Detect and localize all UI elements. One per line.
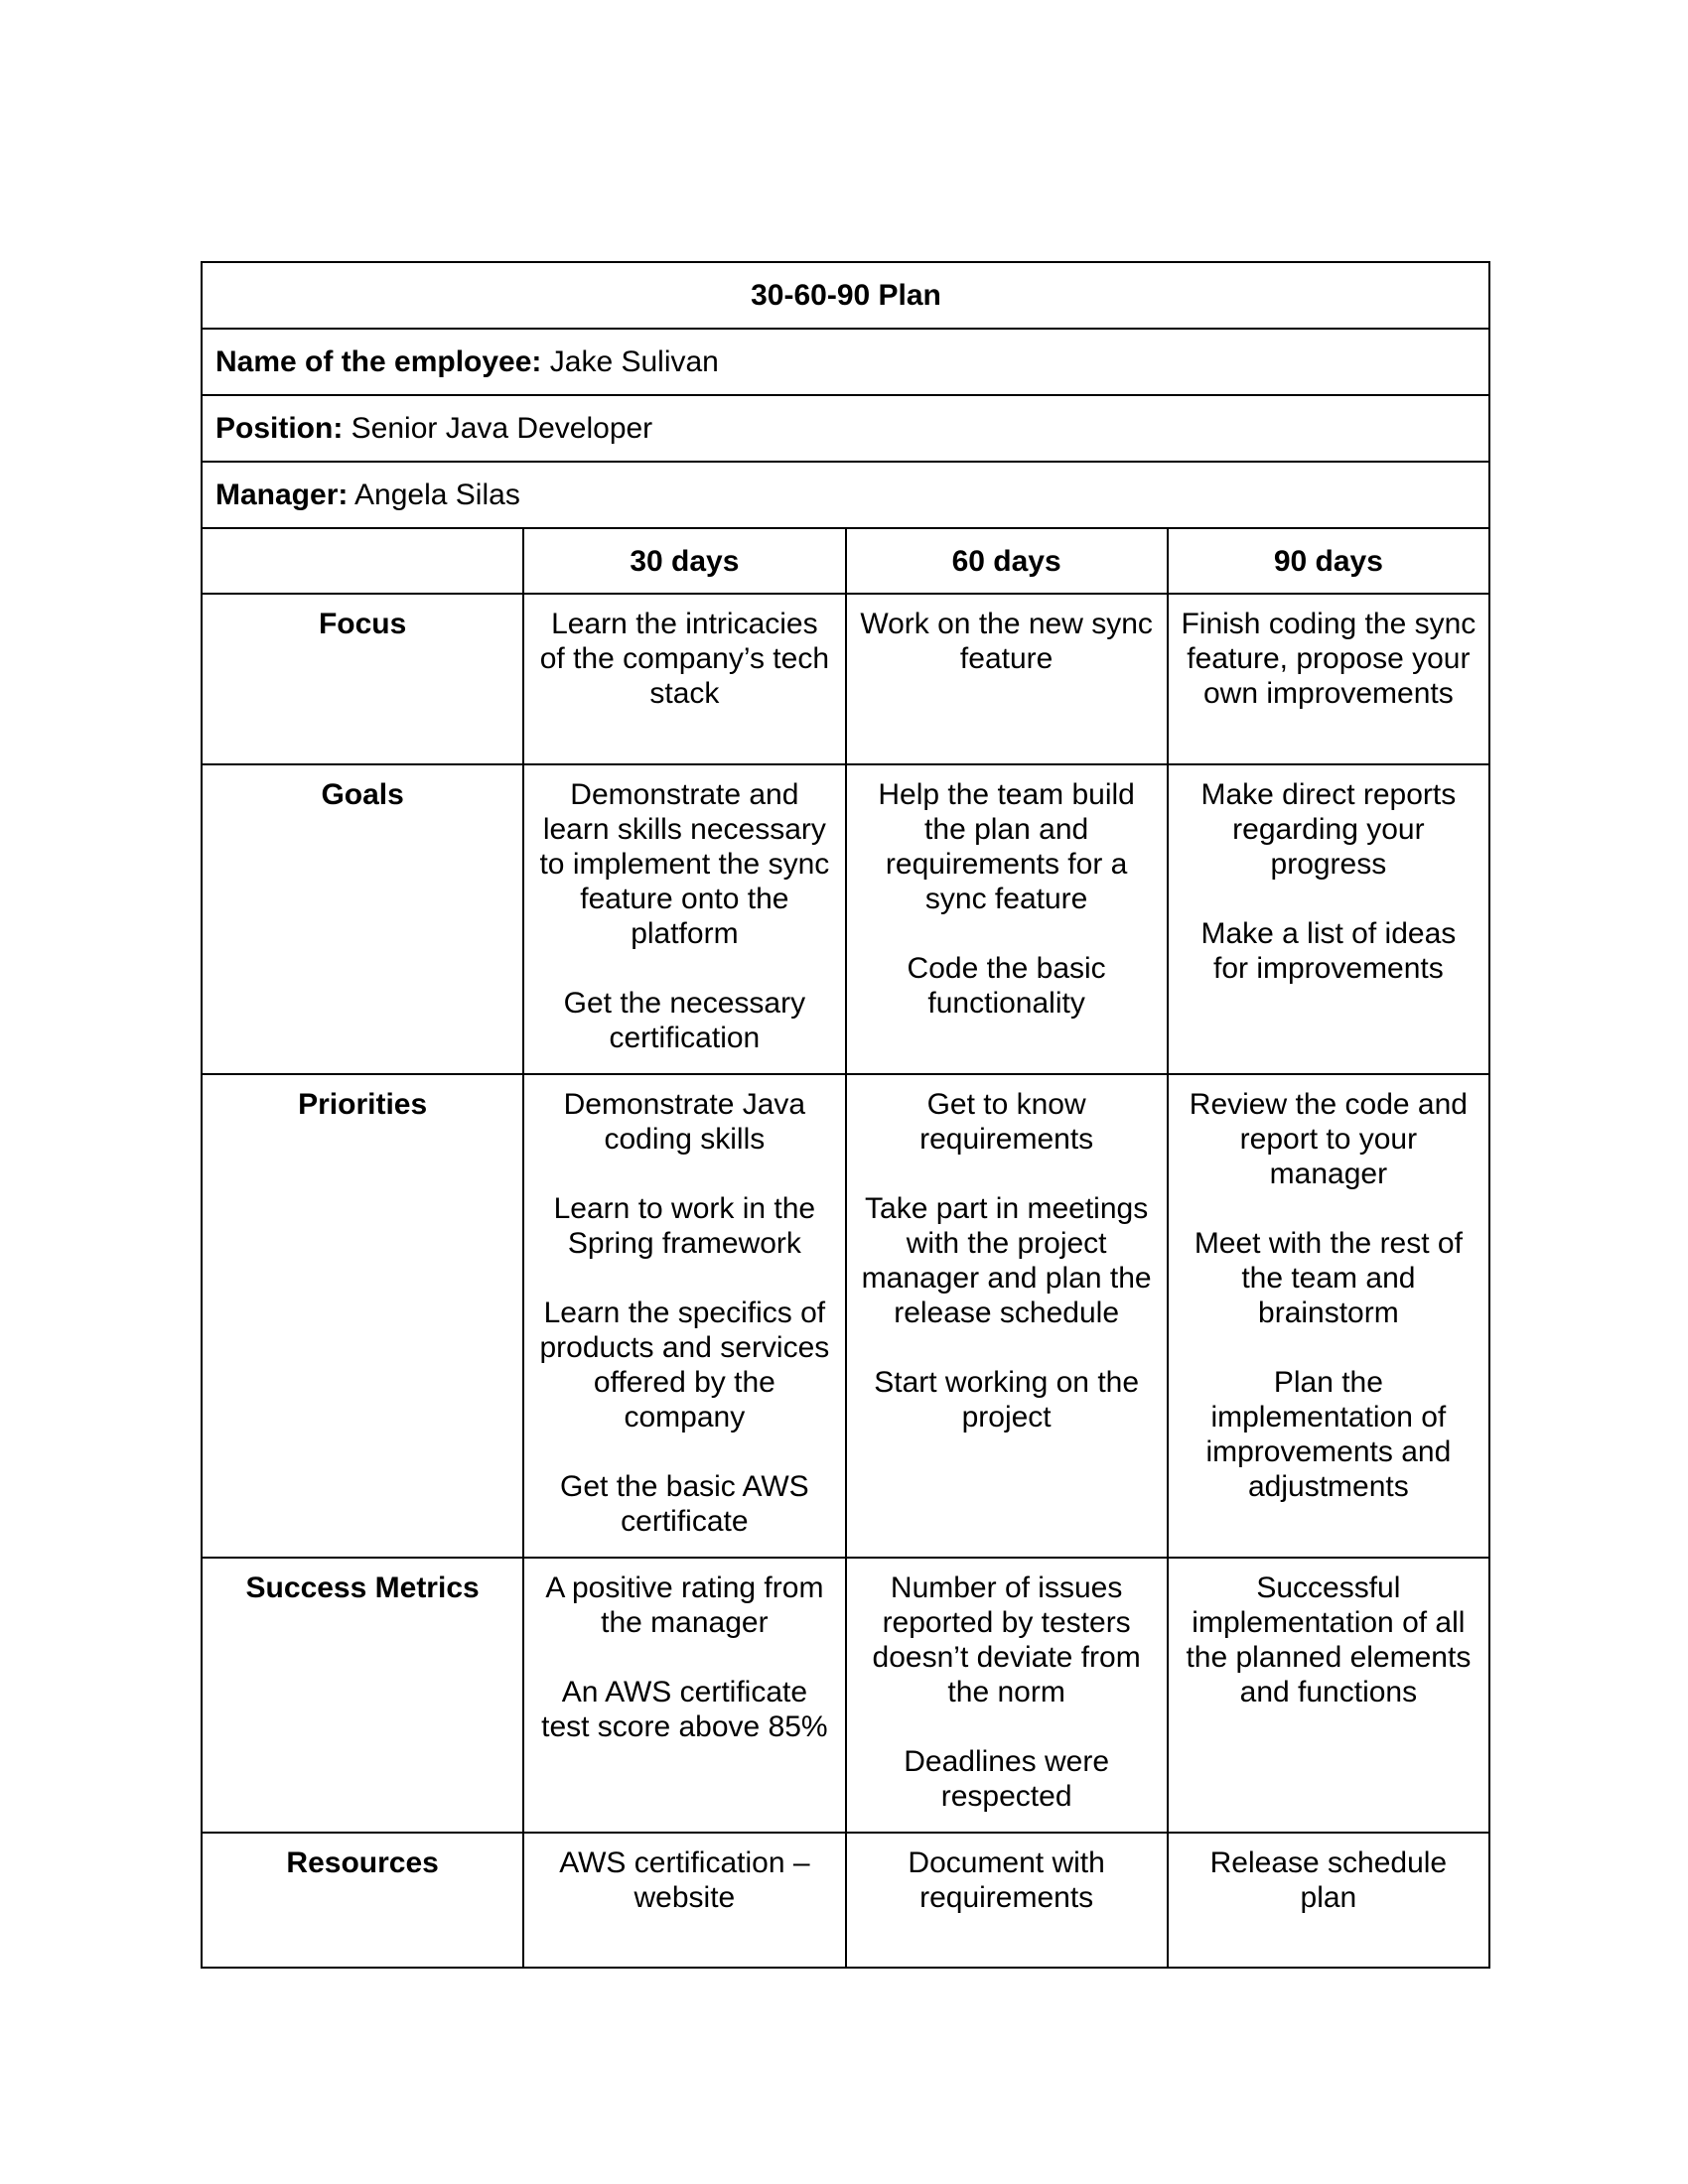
focus-60-cell	[846, 594, 1168, 764]
cell-text: Meet with the rest of the team and brainstorm	[1194, 1227, 1463, 1329]
metrics-30-cell	[523, 1558, 845, 1833]
priorities-row	[202, 1074, 1489, 1558]
cell-text: Release schedule plan	[1209, 1846, 1448, 1914]
cell-text: Work on the new sync feature	[860, 608, 1153, 675]
resources-60-cell	[846, 1833, 1168, 1968]
cell-text: Take part in meetings with the project manager and plan the release schedule	[861, 1192, 1152, 1329]
cell-text: An AWS certificate test score above 85%	[541, 1676, 828, 1743]
cell-text: Get the basic AWS certificate	[560, 1470, 809, 1538]
manager-label: Manager:	[215, 478, 349, 511]
cell-text: Learn the specifics of products and services offered by the company	[539, 1297, 830, 1433]
title-row	[202, 262, 1489, 329]
goals-row	[202, 764, 1489, 1074]
position-value: Senior Java Developer	[351, 412, 653, 445]
row-header-resources: Resources	[202, 1833, 523, 1968]
employee-label: Name of the employee:	[215, 345, 542, 378]
cell-text: Plan the implementation of improvements and adjustments	[1205, 1366, 1452, 1503]
row-header-focus: Focus	[202, 594, 523, 764]
metrics-60-cell	[846, 1558, 1168, 1833]
cell-text: A positive rating from the manager	[545, 1571, 824, 1639]
focus-30-cell	[523, 594, 845, 764]
resources-30-cell	[523, 1833, 845, 1968]
cell-text: Finish coding the sync feature, propose your own improvements	[1181, 608, 1477, 710]
cell-text: Demonstrate and learn skills necessary to implement the sync feature onto the platform	[539, 778, 830, 950]
cell-text: Learn the intricacies of the company’s tech stack	[539, 608, 830, 710]
cell-text: Successful implementation of all the planned elements and functions	[1186, 1571, 1472, 1708]
row-header-success-metrics: Success Metrics	[202, 1558, 523, 1833]
priorities-90-cell	[1168, 1074, 1489, 1558]
cell-text: Get the necessary certification	[563, 987, 806, 1054]
goals-90-cell	[1168, 764, 1489, 1074]
column-header-60-days: 60 days	[846, 528, 1168, 594]
cell-text: Deadlines were respected	[904, 1745, 1110, 1813]
metrics-90-cell	[1168, 1558, 1489, 1833]
employee-row	[202, 329, 1489, 395]
resources-90-cell	[1168, 1833, 1489, 1968]
plan-table	[201, 261, 1490, 1969]
employee-cell	[202, 329, 1489, 395]
cell-text: Demonstrate Java coding skills	[563, 1088, 806, 1156]
cell-text: Number of issues reported by testers doesn’t deviate from the norm	[872, 1571, 1141, 1708]
resources-row	[202, 1833, 1489, 1968]
cell-text: Help the team build the plan and requirements for a sync feature	[878, 778, 1135, 915]
position-cell	[202, 395, 1489, 462]
cell-text: Get to know requirements	[919, 1088, 1094, 1156]
cell-text: Make direct reports regarding your progress	[1200, 778, 1457, 881]
manager-cell	[202, 462, 1489, 528]
column-header-row	[202, 528, 1489, 594]
focus-row	[202, 594, 1489, 764]
cell-text: Review the code and report to your manager	[1189, 1088, 1468, 1190]
cell-text: Learn to work in the Spring framework	[553, 1192, 816, 1260]
column-header-90-days: 90 days	[1168, 528, 1489, 594]
success-metrics-row	[202, 1558, 1489, 1833]
plan-title: 30-60-90 Plan	[202, 262, 1489, 329]
priorities-30-cell	[523, 1074, 845, 1558]
focus-90-cell	[1168, 594, 1489, 764]
cell-text: Make a list of ideas for improvements	[1200, 917, 1457, 985]
row-header-goals: Goals	[202, 764, 523, 1074]
position-row	[202, 395, 1489, 462]
column-header-empty	[202, 528, 523, 594]
manager-row	[202, 462, 1489, 528]
column-header-30-days: 30 days	[523, 528, 845, 594]
employee-value: Jake Sulivan	[549, 345, 719, 378]
row-header-priorities: Priorities	[202, 1074, 523, 1558]
cell-text: Document with requirements	[908, 1846, 1105, 1914]
position-label: Position:	[215, 412, 344, 445]
goals-30-cell	[523, 764, 845, 1074]
cell-text: AWS certification – website	[559, 1846, 810, 1914]
cell-text: Code the basic functionality	[907, 952, 1106, 1020]
cell-text: Start working on the project	[874, 1366, 1140, 1433]
priorities-60-cell	[846, 1074, 1168, 1558]
goals-60-cell	[846, 764, 1168, 1074]
manager-value: Angela Silas	[354, 478, 520, 511]
